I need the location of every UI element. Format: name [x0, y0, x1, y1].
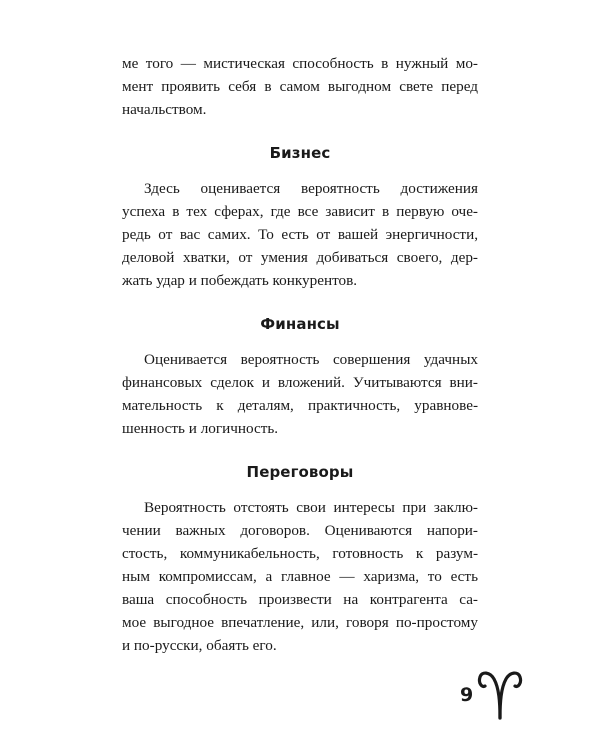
page-content [122, 52, 478, 657]
text-line: мое выгодное впечатление, или, говоря по-простому [122, 614, 478, 631]
text-line: Оценивается вероятность совершения удачных [144, 351, 478, 368]
text-line: шенность и логичность. [122, 420, 279, 437]
text-line: мент проявить себя в самом выгодном свете перед [122, 78, 478, 95]
text-line: финансовых сделок и вложений. Учитываются вни- [122, 374, 478, 391]
text-line: ме того — мистическая способность в нужный мо- [122, 55, 478, 72]
text-line: жать удар и побеждать конкурентов. [122, 272, 358, 289]
negotiations-paragraph [122, 496, 478, 657]
text-line: Здесь оценивается вероятность достижения [144, 180, 478, 197]
text-line: стость, коммуникабельность, готовность к разум- [122, 545, 478, 562]
section-heading-finance: Финансы [260, 315, 340, 333]
text-line: и по-русски, обаять его. [122, 637, 277, 654]
business-paragraph [122, 177, 478, 292]
text-line: мательность к деталям, практичность, уравнове- [122, 397, 478, 414]
section-heading-negotiations: Переговоры [246, 463, 354, 481]
text-line: деловой хватки, от умения добиваться своего, дер- [122, 249, 478, 266]
text-line: редь от вас самих. То есть от вашей энергичности, [122, 226, 478, 243]
text-line: ным компромиссам, а главное — харизма, то есть [122, 568, 478, 585]
text-line: Вероятность отстоять свои интересы при заклю- [144, 499, 478, 516]
page-number: 9 [460, 684, 474, 706]
section-heading-business: Бизнес [269, 144, 331, 162]
text-line: ваша способность произвести на контрагента са- [122, 591, 478, 608]
intro-paragraph [122, 52, 478, 121]
text-line: чении важных договоров. Оцениваются напори- [122, 522, 478, 539]
page-footer [448, 662, 538, 722]
text-line: успеха в тех сферах, где все зависит в первую оче- [122, 203, 478, 220]
aries-icon [476, 662, 524, 720]
finance-paragraph [122, 348, 478, 440]
text-line: начальством. [122, 101, 207, 118]
